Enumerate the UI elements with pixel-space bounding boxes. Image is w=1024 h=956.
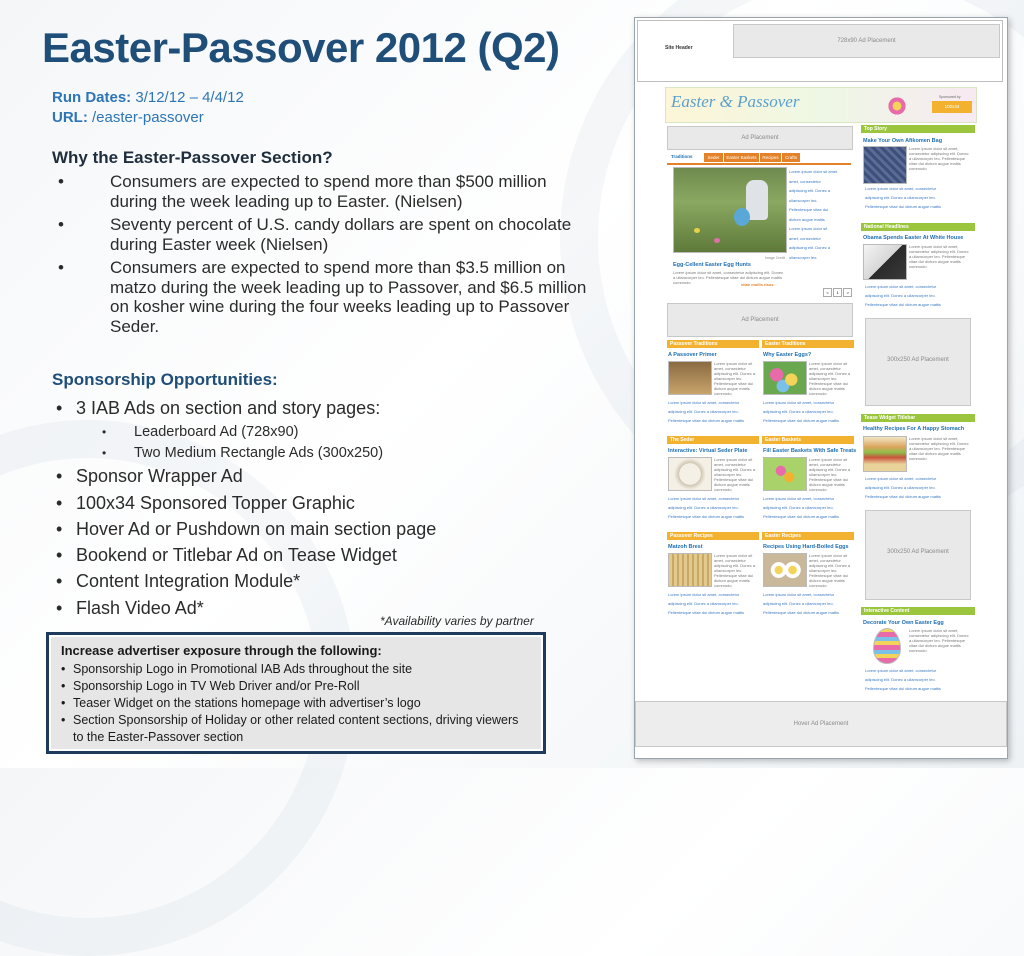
url-line [52,109,204,126]
tease-widget-titlebar[interactable]: Tease Widget Titlebar [861,414,975,422]
feature-headline[interactable]: Egg-Cellent Easter Egg Hunts [673,262,751,268]
afikomen-bag-photo[interactable] [863,146,907,184]
exposure-box [46,632,546,754]
section-link[interactable]: adipiscing elit. Donec a ullamcorper leo. [763,409,834,414]
feature-summary: Lorem ipsum dolor sit amet, consectetur adipiscing elit. Donec a ullamcorper leo. Pellentesque vitae dui dictum augue mattis commodo [673,270,784,285]
interactive-headline[interactable]: Decorate Your Own Easter Egg [863,620,944,626]
section-link[interactable]: adipiscing elit. Donec a ullamcorper leo. [668,505,739,510]
sponsorship-item: • 100x34 Sponsored Topper Graphic [56,492,355,513]
section-link[interactable]: adipiscing elit. Donec a ullamcorper leo. [668,601,739,606]
feature-link[interactable]: ullamcorper leo. [789,197,818,203]
top-story-headline[interactable]: Make Your Own Afikomen Bag [863,138,943,144]
sponsorship-subitem: • Two Medium Rectangle Ads (300x250) [102,445,384,462]
section-link[interactable]: adipiscing elit. Donec a ullamcorper leo. [763,505,834,510]
top-story-link[interactable]: adipiscing elit. Donec a ullamcorper leo. [865,195,936,200]
sandwich-photo[interactable] [863,436,907,472]
medium-rectangle-ad-top[interactable]: 300x250 Ad Placement [865,318,971,406]
tease-widget-link[interactable]: Lorem ipsum dolor sit amet, consectetur [865,476,937,481]
section-summary: Lorem ipsum dolor sit amet, consectetur adipiscing elit. Donec a ullamcorper leo. Pellentesque vitae dui dictum augue mattis commodo [714,361,756,395]
section-link[interactable]: Lorem ipsum dolor sit amet, consectetur [763,400,835,405]
feature-link[interactable]: adipiscing elit. Donec a [789,188,831,193]
exposure-item: • Sponsorship Logo in Promotional IAB Ads throughout the site [61,662,413,676]
national-link[interactable]: adipiscing elit. Donec a ullamcorper leo. [865,293,936,298]
feature-link[interactable]: ullamcorper leo. [789,254,818,260]
why-item: • Seventy percent of U.S. candy dollars are spent on chocolate during Easter week (Nielsen) [58,215,572,254]
sponsored-by-label: Sponsored by [939,95,961,99]
section-headline[interactable]: Recipes Using Hard-Boiled Eggs [763,544,849,550]
section-link[interactable]: Pellentesque vitae dui dictum augue mattis [763,418,840,423]
ad-placement-top[interactable]: Ad Placement [667,126,853,150]
exposure-item: • Sponsorship Logo in TV Web Driver and/or Pre-Roll [61,679,360,693]
section-summary: Lorem ipsum dolor sit amet, consectetur adipiscing elit. Donec a ullamcorper leo. Pellentesque vitae dui dictum augue mattis commodo [809,361,851,395]
national-summary: Lorem ipsum dolor sit amet, consectetur adipiscing elit. Donec a ullamcorper leo. Pellentesque vitae dui dictum augue mattis commodo [909,244,969,269]
sponsorship-item: • Hover Ad or Pushdown on main section page [56,518,437,539]
section-headline[interactable]: A Passover Primer [668,352,717,358]
exposure-list [61,661,531,746]
why-item: • Consumers are expected to spend more than $3.5 million on matzo during the week leading up to Passover, and $6.5 million on kosher wine during the four weeks leading up to Passover Seder. [58,258,587,336]
section-bar: Passover Recipes [667,532,759,540]
flower-icon [887,96,907,116]
section-thumbnail[interactable] [763,457,807,491]
topper-ad[interactable]: 100x34 [932,101,972,113]
section-thumbnail[interactable] [763,361,807,395]
section-link[interactable]: Lorem ipsum dolor sit amet, consectetur [763,592,835,597]
section-summary: Lorem ipsum dolor sit amet, consectetur adipiscing elit. Donec a ullamcorper leo. Pellentesque vitae dui dictum augue mattis commodo [714,457,756,491]
section-bar: The Seder [667,436,759,444]
tease-widget-link[interactable]: Pellentesque vitae dui dictum augue mattis [865,494,942,499]
slide-title: Easter-Passover 2012 (Q2) [42,24,560,71]
feature-link[interactable]: Lorem ipsum dolor sit [789,226,828,231]
feature-link[interactable]: Pellentesque vitae dui [789,207,829,212]
why-item: • Consumers are expected to spend more than $500 million during the week leading up to Easter. (Nielsen) [58,172,547,211]
section-link[interactable]: Lorem ipsum dolor sit amet, consectetur [668,592,740,597]
interactive-link[interactable]: Pellentesque vitae dui dictum augue mattis [865,686,942,691]
section-thumbnail[interactable] [763,553,807,587]
national-link[interactable]: Lorem ipsum dolor sit amet, consectetur [865,284,937,289]
national-headline[interactable]: Obama Spends Easter At White House [863,235,964,241]
top-story-link[interactable]: Lorem ipsum dolor sit amet, consectetur [865,186,937,191]
section-headline[interactable]: Matzoh Brest [668,544,703,550]
section-link[interactable]: Pellentesque vitae dui dictum augue mattis [668,418,745,423]
sponsorship-item: • 3 IAB Ads on section and story pages: [56,398,381,418]
prev-page-button[interactable]: < [823,288,832,297]
section-thumbnail[interactable] [668,361,712,395]
section-bar: Easter Recipes [762,532,854,540]
feature-link[interactable]: amet, consectetur [789,178,821,184]
why-list [52,172,592,340]
site-header-label: Site Header [665,45,693,51]
national-headlines-bar: National Headlines [861,223,975,231]
top-story-link[interactable]: Pellentesque vitae dui dictum augue mattis [865,204,942,209]
image-credit: Image Credit [765,256,786,260]
next-page-button[interactable]: > [843,288,852,297]
section-link[interactable]: Lorem ipsum dolor sit amet, consectetur [668,496,740,501]
interactive-link[interactable]: Lorem ipsum dolor sit amet, consectetur [865,668,937,673]
tab-recipes[interactable]: Recipes [760,153,781,162]
interactive-summary: Lorem ipsum dolor sit amet, consectetur adipiscing elit. Donec a ullamcorper leo. Pellentesque vitae dui dictum augue mattis commodo [909,628,969,653]
run-dates-value: 3/12/12 – 4/4/12 [135,89,244,106]
url-value: /easter-passover [92,109,204,126]
section-thumbnail[interactable] [668,457,712,491]
interactive-content-bar: Interactive Content [861,607,975,615]
tease-widget-link[interactable]: adipiscing elit. Donec a ullamcorper leo. [865,485,936,490]
section-headline[interactable]: Fill Easter Baskets With Safe Treats [763,448,857,454]
ad-placement-middle[interactable]: Ad Placement [667,303,853,337]
section-summary: Lorem ipsum dolor sit amet, consectetur adipiscing elit. Donec a ullamcorper leo. Pellentesque vitae dui dictum augue mattis commodo [714,553,756,587]
feature-link[interactable]: amet, consectetur [789,235,821,241]
website-mockup [634,17,1008,759]
run-dates [52,89,244,106]
section-thumbnail[interactable] [668,553,712,587]
tab-easter-baskets[interactable]: Easter Baskets [724,153,759,162]
top-story-bar: Top Story [861,125,975,133]
easter-egg-photo[interactable] [873,628,901,664]
national-link[interactable]: Pellentesque vitae dui dictum augue mattis [865,302,942,307]
sponsorship-subitem: • Leaderboard Ad (728x90) [102,424,299,441]
exposure-box-title: Increase advertiser exposure through the following: [61,643,382,658]
availability-note: *Availability varies by partner [380,614,534,628]
feature-photo[interactable] [673,167,787,253]
url-label: URL: [52,109,88,126]
sponsorship-item: • Bookend or Titlebar Ad on Tease Widget [56,545,397,566]
section-link[interactable]: adipiscing elit. Donec a ullamcorper leo. [668,409,739,414]
sponsorship-item: • Flash Video Ad* [56,597,204,618]
section-link[interactable]: Pellentesque vitae dui dictum augue mattis [763,610,840,615]
section-bar: Passover Traditions [667,340,759,348]
section-summary: Lorem ipsum dolor sit amet, consectetur adipiscing elit. Donec a ullamcorper leo. Pellentesque vitae dui dictum augue mattis commodo [809,457,851,491]
feature-more-link[interactable]: vitae mollis risus. [741,282,775,287]
section-link[interactable]: adipiscing elit. Donec a ullamcorper leo. [763,601,834,606]
feature-link-list [789,167,849,262]
section-summary: Lorem ipsum dolor sit amet, consectetur adipiscing elit. Donec a ullamcorper leo. Pellentesque vitae dui dictum augue mattis commodo [809,553,851,587]
exposure-item: • Section Sponsorship of Holiday or other related content sections, driving viewers to the Easter-Passover section [61,713,519,744]
section-link[interactable]: Pellentesque vitae dui dictum augue mattis [668,514,745,519]
top-story-summary: Lorem ipsum dolor sit amet, consectetur adipiscing elit. Donec a ullamcorper leo. Pellentesque vitae dui dictum augue mattis commodo [909,146,969,171]
section-link[interactable]: Lorem ipsum dolor sit amet, consectetur [668,400,740,405]
feature-link[interactable]: adipiscing elit. Donec a [789,245,831,250]
white-house-photo[interactable] [863,244,907,280]
banner-title: Easter & Passover [671,92,800,111]
tease-widget-summary: Lorem ipsum dolor sit amet, consectetur adipiscing elit. Donec a ullamcorper leo. Pellentesque vitae dui dictum augue mattis commodo [909,436,969,461]
leaderboard-ad[interactable]: 728x90 Ad Placement [733,24,1000,58]
sponsorship-list [52,396,592,622]
hover-ad[interactable]: Hover Ad Placement [635,701,1007,747]
tab-crafts[interactable]: Crafts [782,153,800,162]
medium-rectangle-ad-bottom[interactable]: 300x250 Ad Placement [865,510,971,600]
section-bar: Easter Traditions [762,340,854,348]
tab-bar [667,152,851,165]
page-number[interactable]: 1 [833,288,842,297]
section-bar: Easter Baskets [762,436,854,444]
run-dates-label: Run Dates: [52,89,132,106]
section-headline[interactable]: Interactive: Virtual Seder Plate [668,448,748,454]
interactive-link[interactable]: adipiscing elit. Donec a ullamcorper leo. [865,677,936,682]
section-link[interactable]: Lorem ipsum dolor sit amet, consectetur [763,496,835,501]
section-link[interactable]: Pellentesque vitae dui dictum augue mattis [763,514,840,519]
exposure-item: • Teaser Widget on the stations homepage with advertiser’s logo [61,696,421,710]
why-heading: Why the Easter-Passover Section? [52,148,333,167]
tab-traditions[interactable]: Traditions [671,154,693,159]
sponsorship-item: • Sponsor Wrapper Ad [56,466,243,487]
sponsorship-heading: Sponsorship Opportunities: [52,370,278,389]
tease-widget-headline[interactable]: Healthy Recipes For A Happy Stomach [863,426,965,432]
tab-seder[interactable]: Seder [704,153,723,162]
sponsorship-item: • Content Integration Module* [56,571,301,592]
feature-link[interactable]: dictum augue mattis [789,216,825,222]
section-headline[interactable]: Why Easter Eggs? [763,352,812,358]
pagination [823,288,852,297]
feature-link[interactable]: Lorem ipsum dolor sit amet [789,169,838,174]
section-link[interactable]: Pellentesque vitae dui dictum augue mattis [668,610,745,615]
